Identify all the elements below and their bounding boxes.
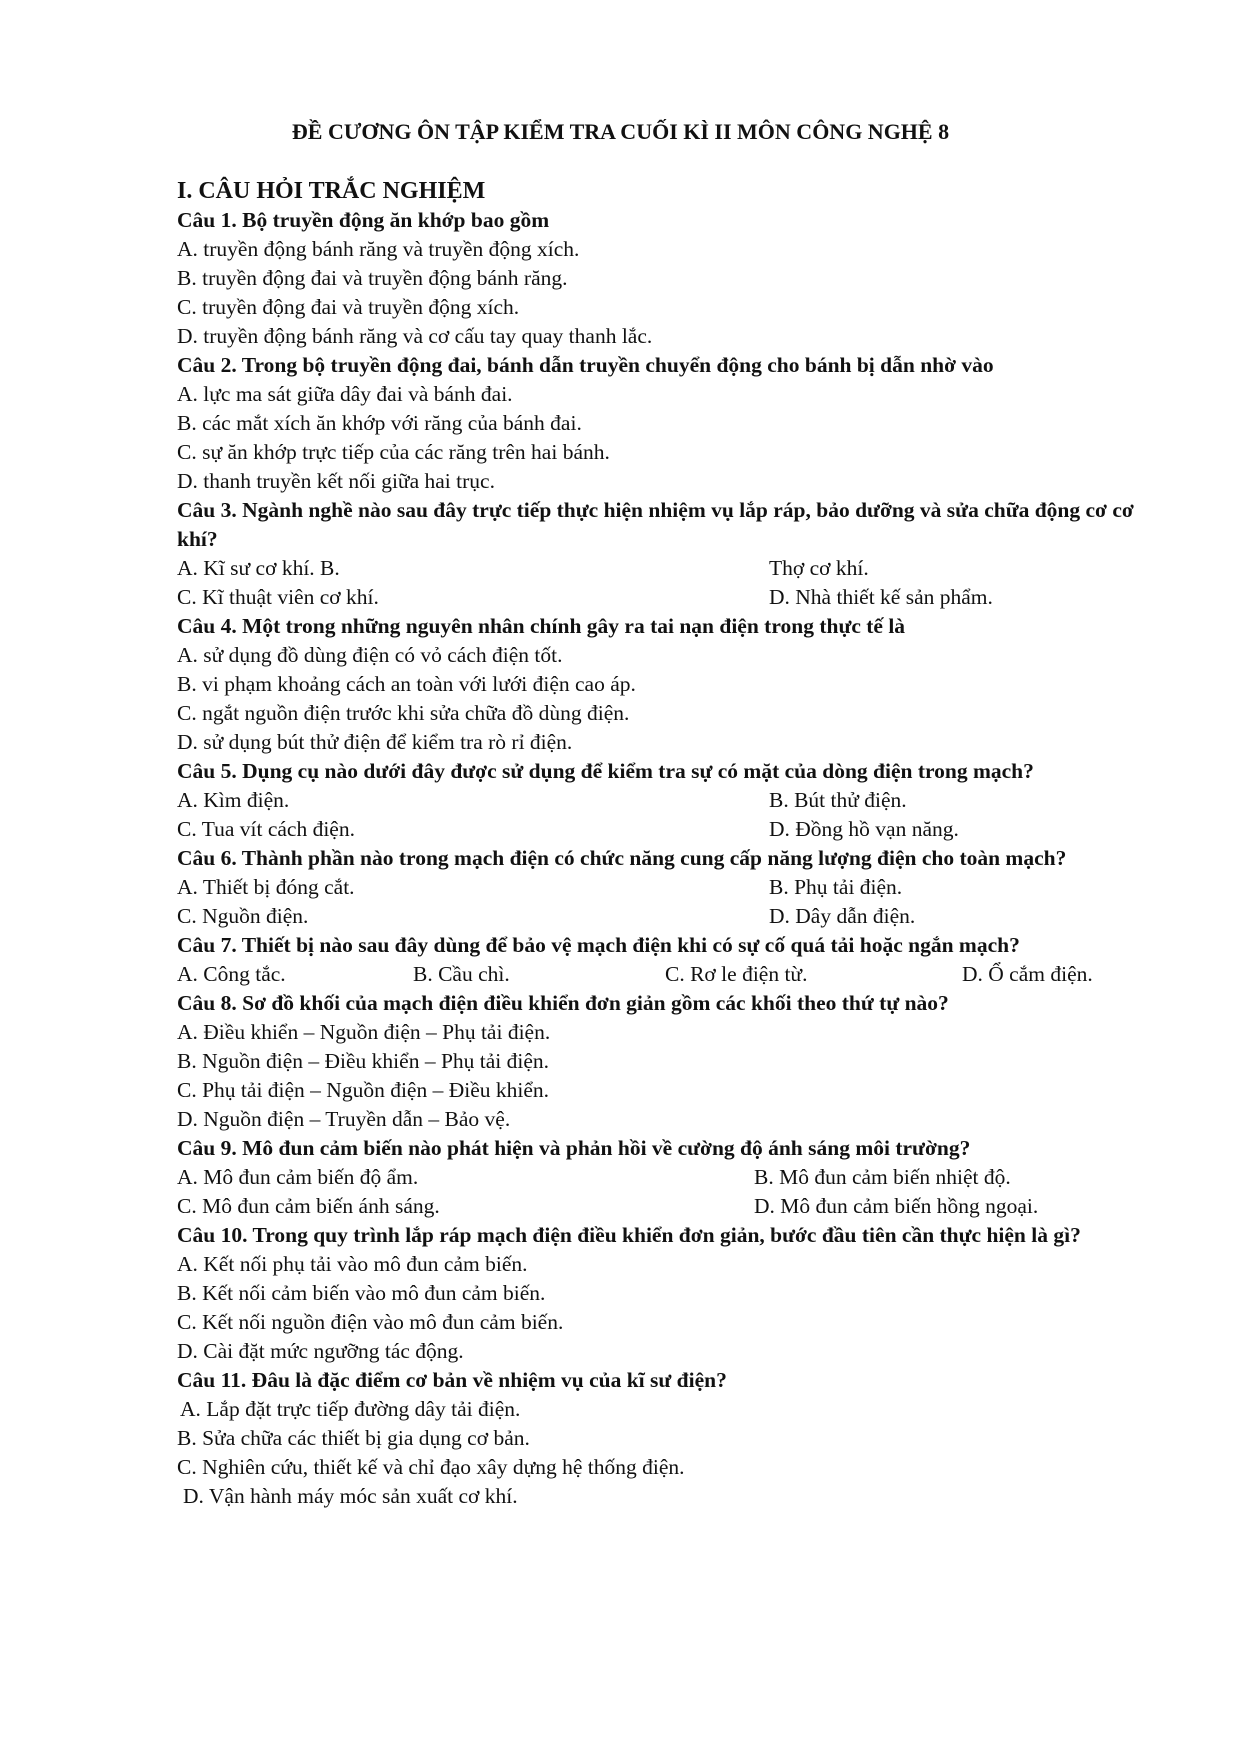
question-3: Câu 3. Ngành nghề nào sau đây trực tiếp thực hiện nhiệm vụ lắp ráp, bảo dưỡng và sửa chữa động cơ cơ khí? bbox=[177, 498, 1134, 551]
question-1-option-d: D. truyền động bánh răng và cơ cấu tay quay thanh lắc. bbox=[177, 324, 653, 348]
question-9-option-c: C. Mô đun cảm biến ánh sáng. bbox=[177, 1194, 440, 1218]
question-3-option-d: D. Nhà thiết kế sản phẩm. bbox=[769, 585, 993, 609]
question-11-option-b: B. Sửa chữa các thiết bị gia dụng cơ bản. bbox=[177, 1426, 530, 1450]
question-2: Câu 2. Trong bộ truyền động đai, bánh dẫn truyền chuyển động cho bánh bị dẫn nhờ vào bbox=[177, 353, 994, 377]
question-9-option-a: A. Mô đun cảm biến độ ẩm. bbox=[177, 1165, 419, 1189]
question-11-option-d: D. Vận hành máy móc sản xuất cơ khí. bbox=[183, 1484, 518, 1508]
question-4-option-c: C. ngắt nguồn điện trước khi sửa chữa đồ dùng điện. bbox=[177, 701, 630, 725]
question-3-options-row-1 bbox=[177, 554, 1152, 583]
question-7-options-row bbox=[177, 960, 1152, 989]
question-2-option-d: D. thanh truyền kết nối giữa hai trục. bbox=[177, 469, 495, 493]
question-6-option-b: B. Phụ tải điện. bbox=[769, 875, 903, 899]
question-5-option-a: A. Kìm điện. bbox=[177, 788, 290, 812]
document-content bbox=[177, 176, 1152, 1511]
question-8: Câu 8. Sơ đồ khối của mạch điện điều khiển đơn giản gồm các khối theo thứ tự nào? bbox=[177, 991, 949, 1015]
question-9-option-d: D. Mô đun cảm biến hồng ngoại. bbox=[754, 1194, 1039, 1218]
question-5: Câu 5. Dụng cụ nào dưới đây được sử dụng để kiểm tra sự có mặt của dòng điện trong mạch? bbox=[177, 759, 1034, 783]
question-7-option-c: C. Rơ le điện từ. bbox=[665, 962, 808, 986]
question-6-option-d: D. Dây dẫn điện. bbox=[769, 904, 916, 928]
question-7-option-b: B. Cầu chì. bbox=[413, 962, 510, 986]
question-8-option-c: C. Phụ tải điện – Nguồn điện – Điều khiển. bbox=[177, 1078, 550, 1102]
question-5-options-row-1 bbox=[177, 786, 1152, 815]
question-4-option-d: D. sử dụng bút thử điện để kiểm tra rò rỉ điện. bbox=[177, 730, 573, 754]
question-6-options-row-2 bbox=[177, 902, 1152, 931]
question-10-option-c: C. Kết nối nguồn điện vào mô đun cảm biến. bbox=[177, 1310, 564, 1334]
question-1: Câu 1. Bộ truyền động ăn khớp bao gồm bbox=[177, 208, 550, 232]
question-9-options-row-2 bbox=[177, 1192, 1152, 1221]
question-1-option-b: B. truyền động đai và truyền động bánh răng. bbox=[177, 266, 568, 290]
question-5-option-c: C. Tua vít cách điện. bbox=[177, 817, 355, 841]
question-3-option-b: Thợ cơ khí. bbox=[769, 556, 869, 580]
question-4-option-b: B. vi phạm khoảng cách an toàn với lưới điện cao áp. bbox=[177, 672, 636, 696]
question-2-option-b: B. các mắt xích ăn khớp với răng của bánh đai. bbox=[177, 411, 582, 435]
question-6: Câu 6. Thành phần nào trong mạch điện có chức năng cung cấp năng lượng điện cho toàn mạch? bbox=[177, 846, 1067, 870]
question-8-option-b: B. Nguồn điện – Điều khiển – Phụ tải điện. bbox=[177, 1049, 550, 1073]
question-5-option-b: B. Bút thử điện. bbox=[769, 788, 907, 812]
question-3-option-a: A. Kĩ sư cơ khí. B. bbox=[177, 556, 340, 580]
question-8-option-d: D. Nguồn điện – Truyền dẫn – Bảo vệ. bbox=[177, 1107, 511, 1131]
question-7-option-d: D. Ổ cắm điện. bbox=[962, 962, 1093, 986]
question-4-option-a: A. sử dụng đồ dùng điện có vỏ cách điện tốt. bbox=[177, 643, 563, 667]
document-title: ĐỀ CƯƠNG ÔN TẬP KIỂM TRA CUỐI KÌ II MÔN CÔNG NGHỆ 8 bbox=[291, 119, 950, 144]
question-2-option-c: C. sự ăn khớp trực tiếp của các răng trên hai bánh. bbox=[177, 440, 610, 464]
question-7-option-a: A. Công tắc. bbox=[177, 962, 286, 986]
question-6-option-c: C. Nguồn điện. bbox=[177, 904, 309, 928]
question-10-option-d: D. Cài đặt mức ngưỡng tác động. bbox=[177, 1339, 464, 1363]
question-11: Câu 11. Đâu là đặc điểm cơ bản về nhiệm vụ của kĩ sư điện? bbox=[177, 1368, 727, 1392]
question-10-option-b: B. Kết nối cảm biến vào mô đun cảm biến. bbox=[177, 1281, 546, 1305]
question-4: Câu 4. Một trong những nguyên nhân chính gây ra tai nạn điện trong thực tế là bbox=[177, 614, 906, 638]
question-10: Câu 10. Trong quy trình lắp ráp mạch điện điều khiển đơn giản, bước đầu tiên cần thực hiện là gì? bbox=[177, 1223, 1081, 1247]
question-2-option-a: A. lực ma sát giữa dây đai và bánh đai. bbox=[177, 382, 513, 406]
question-5-options-row-2 bbox=[177, 815, 1152, 844]
question-1-option-c: C. truyền động đai và truyền động xích. bbox=[177, 295, 520, 319]
question-1-option-a: A. truyền động bánh răng và truyền động xích. bbox=[177, 237, 580, 261]
question-6-option-a: A. Thiết bị đóng cắt. bbox=[177, 875, 355, 899]
question-3-options-row-2 bbox=[177, 583, 1152, 612]
question-9-option-b: B. Mô đun cảm biến nhiệt độ. bbox=[754, 1165, 1011, 1189]
question-11-option-a: A. Lắp đặt trực tiếp đường dây tải điện. bbox=[180, 1397, 521, 1421]
question-3-option-c: C. Kĩ thuật viên cơ khí. bbox=[177, 585, 379, 609]
question-8-option-a: A. Điều khiển – Nguồn điện – Phụ tải điện. bbox=[177, 1020, 551, 1044]
question-11-option-c: C. Nghiên cứu, thiết kế và chỉ đạo xây dựng hệ thống điện. bbox=[177, 1455, 685, 1479]
section-heading: I. CÂU HỎI TRẮC NGHIỆM bbox=[177, 178, 486, 204]
question-7: Câu 7. Thiết bị nào sau đây dùng để bảo vệ mạch điện khi có sự cố quá tải hoặc ngắn mạch? bbox=[177, 933, 1020, 957]
question-6-options-row-1 bbox=[177, 873, 1152, 902]
question-5-option-d: D. Đồng hồ vạn năng. bbox=[769, 817, 959, 841]
question-9: Câu 9. Mô đun cảm biến nào phát hiện và phản hồi về cường độ ánh sáng môi trường? bbox=[177, 1136, 971, 1160]
question-10-option-a: A. Kết nối phụ tải vào mô đun cảm biến. bbox=[177, 1252, 528, 1276]
question-9-options-row-1 bbox=[177, 1163, 1152, 1192]
